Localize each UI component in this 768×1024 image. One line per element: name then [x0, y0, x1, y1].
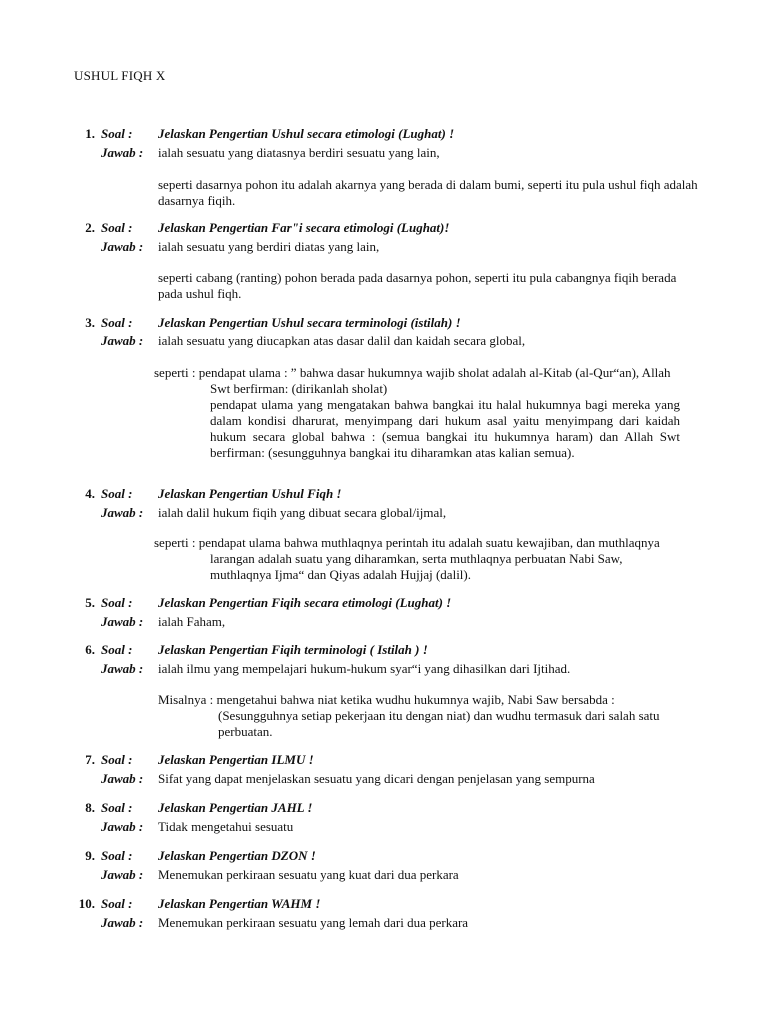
item-number: 8. [85, 800, 95, 815]
soal-label: Soal : [101, 800, 133, 815]
question-text: Jelaskan Pengertian Fiqih terminologi ( Istilah ) ! [158, 642, 428, 657]
jawab-label: Jawab : [101, 145, 144, 160]
jawab-label: Jawab : [101, 505, 144, 520]
question-text: Jelaskan Pengertian DZON ! [158, 848, 316, 863]
answer-text: ialah ilmu yang mempelajari hukum-hukum syar“i yang dihasilkan dari Ijtihad. [158, 661, 571, 676]
answer-text: Menemukan perkiraan sesuatu yang kuat dari dua perkara [158, 867, 459, 882]
answer-text: Menemukan perkiraan sesuatu yang lemah dari dua perkara [158, 915, 469, 930]
jawab-label: Jawab : [101, 614, 144, 629]
item-number: 10. [78, 896, 95, 911]
answer-text: Tidak mengetahui sesuatu [158, 819, 294, 834]
question-text: Jelaskan Pengertian Far"i secara etimologi (Lughat)! [158, 220, 450, 235]
soal-label: Soal : [101, 595, 133, 610]
answer-detail [158, 177, 698, 209]
item-number: 1. [85, 126, 95, 141]
item-number: 2. [85, 220, 95, 235]
question-text: Jelaskan Pengertian JAHL ! [158, 800, 313, 815]
soal-label: Soal : [101, 752, 133, 767]
question-text: Jelaskan Pengertian Fiqih secara etimologi (Lughat) ! [158, 595, 452, 610]
soal-label: Soal : [101, 315, 133, 330]
answer-text: ialah sesuatu yang berdiri diatas yang lain, [158, 239, 380, 254]
answer-detail [158, 270, 698, 302]
item-number: 4. [85, 486, 95, 501]
soal-label: Soal : [101, 642, 133, 657]
answer-text: ialah dalil hukum fiqih yang dibuat secara global/ijmal, [158, 505, 447, 520]
item-number: 6. [85, 642, 95, 657]
soal-label: Soal : [101, 126, 133, 141]
jawab-label: Jawab : [101, 867, 144, 882]
soal-label: Soal : [101, 848, 133, 863]
detail-paragraph: Misalnya : mengetahui bahwa niat ketika wudhu hukumnya wajib, Nabi Saw bersabda : (Sesungguhnya setiap pekerjaan itu dengan niat) dan wudhu termasuk dari salah satu perbuatan. [158, 692, 660, 739]
jawab-label: Jawab : [101, 771, 144, 786]
item-number: 9. [85, 848, 95, 863]
item-number: 7. [85, 752, 95, 767]
answer-text: ialah Faham, [158, 614, 226, 629]
detail-paragraph: seperti : pendapat ulama : ” bahwa dasar hukumnya wajib sholat adalah al-Kitab (al-Qur“an), Allah Swt berfirman: (dirikanlah sholat) [154, 365, 671, 396]
answer-text: ialah sesuatu yang diucapkan atas dasar dalil dan kaidah secara global, [158, 333, 526, 348]
question-text: Jelaskan Pengertian Ushul secara terminologi (istilah) ! [158, 315, 461, 330]
jawab-label: Jawab : [101, 819, 144, 834]
answer-detail [158, 692, 668, 740]
jawab-label: Jawab : [101, 915, 144, 930]
item-number: 3. [85, 315, 95, 330]
question-text: Jelaskan Pengertian Ushul secara etimologi (Lughat) ! [158, 126, 455, 141]
question-text: Jelaskan Pengertian Ushul Fiqh ! [158, 486, 342, 501]
answer-text: ialah sesuatu yang diatasnya berdiri sesuatu yang lain, [158, 145, 440, 160]
item-number: 5. [85, 595, 95, 610]
soal-label: Soal : [101, 896, 133, 911]
answer-text: Sifat yang dapat menjelaskan sesuatu yang dicari dengan penjelasan yang sempurna [158, 771, 595, 786]
soal-label: Soal : [101, 220, 133, 235]
jawab-label: Jawab : [101, 333, 144, 348]
detail-paragraph: seperti cabang (ranting) pohon berada pada dasarnya pohon, seperti itu pula cabangnya fiqih berada pada ushul fiqh. [158, 270, 677, 301]
question-text: Jelaskan Pengertian WAHM ! [158, 896, 321, 911]
answer-detail [154, 535, 684, 583]
detail-paragraph: seperti : pendapat ulama bahwa muthlaqnya perintah itu adalah suatu kewajiban, dan muthlaqnya larangan adalah suatu yang diharamkan, serta muthlaqnya perbuatan Nabi Saw, muthlaqnya Ijma“ dan Qiyas adalah Hujjaj (dalil). [154, 535, 660, 582]
detail-paragraph: pendapat ulama yang mengatakan bahwa bangkai itu halal hukumnya bagi mereka yang dalam kondisi dharurat, menyimpang dari hukum asal yaitu menyimpang dari kaidah hukum secara global bahwa : (semua bangkai itu hukumnya haram) dan Allah Swt berfirman: (sesungguhnya bangkai itu diharamkan atas kalian semua). [210, 397, 680, 460]
jawab-label: Jawab : [101, 239, 144, 254]
question-text: Jelaskan Pengertian ILMU ! [158, 752, 314, 767]
page-title: USHUL FIQH X [74, 68, 166, 83]
detail-paragraph: seperti dasarnya pohon itu adalah akarnya yang berada di dalam bumi, seperti itu pula ushul fiqh adalah dasarnya fiqih. [158, 177, 698, 208]
jawab-label: Jawab : [101, 661, 144, 676]
soal-label: Soal : [101, 486, 133, 501]
answer-detail [154, 365, 694, 461]
